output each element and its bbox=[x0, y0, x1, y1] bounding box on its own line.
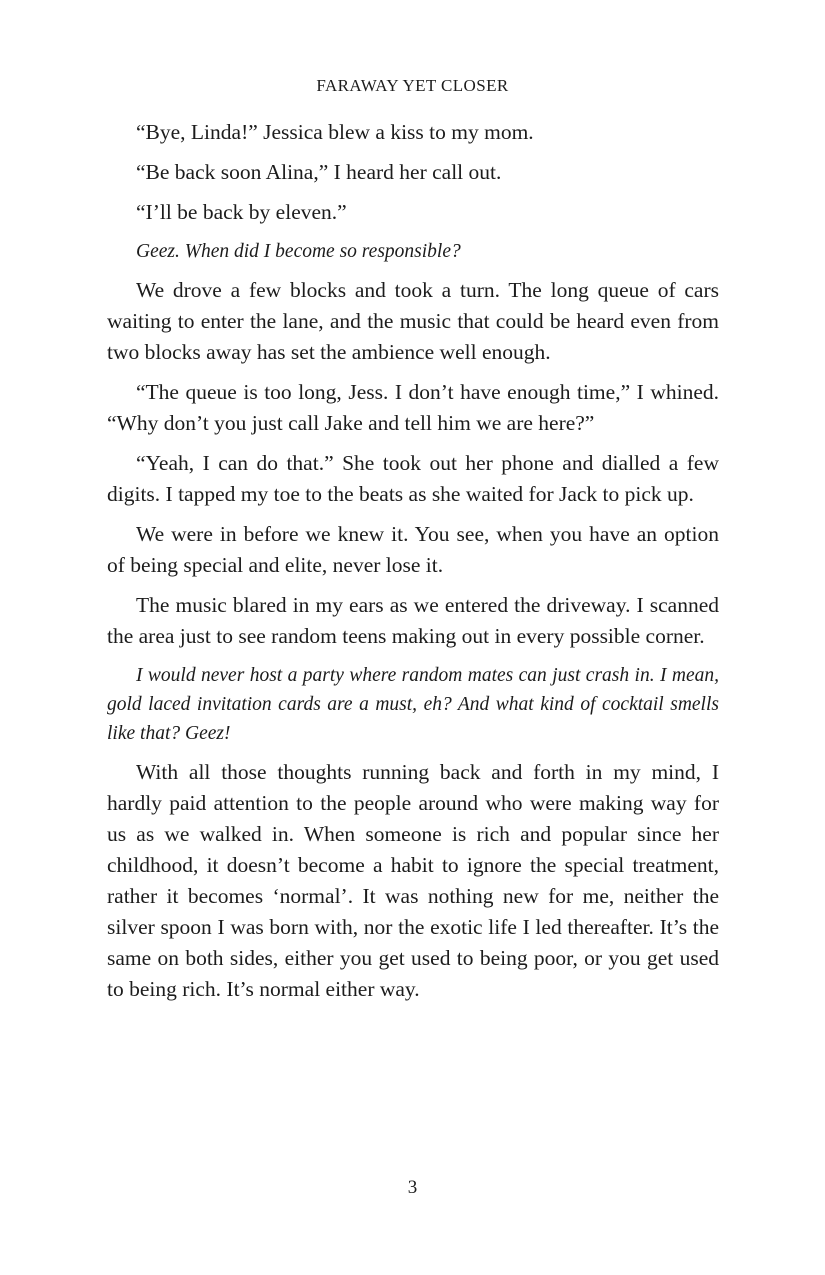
paragraph: “The queue is too long, Jess. I don’t have enough time,” I whined. “Why don’t you just call Jake and tell him we are here?” bbox=[107, 380, 719, 435]
body-text bbox=[107, 117, 719, 1014]
running-head: FARAWAY YET CLOSER bbox=[316, 76, 509, 95]
paragraph: “Bye, Linda!” Jessica blew a kiss to my mom. bbox=[136, 120, 534, 144]
paragraph: “I’ll be back by eleven.” bbox=[136, 200, 347, 224]
paragraph: We drove a few blocks and took a turn. The long queue of cars waiting to enter the lane, and the music that could be heard even from two blocks away has set the ambience well enough. bbox=[107, 278, 719, 364]
paragraph: The music blared in my ears as we entered the driveway. I scanned the area just to see random teens making out in every possible corner. bbox=[107, 593, 719, 648]
italic-thought: Geez. When did I become so responsible? bbox=[136, 241, 461, 262]
italic-thought: I would never host a party where random mates can just crash in. I mean, gold laced invitation cards are a must, eh? And what kind of cocktail smells like that? Geez! bbox=[107, 665, 719, 744]
paragraph: “Be back soon Alina,” I heard her call out. bbox=[136, 160, 502, 184]
paragraph: “Yeah, I can do that.” She took out her phone and dialled a few digits. I tapped my toe to the beats as she waited for Jack to pick up. bbox=[107, 451, 719, 506]
paragraph: With all those thoughts running back and forth in my mind, I hardly paid attention to the people around who were making way for us as we walked in. When someone is rich and popular since her childhood, it doesn’t become a habit to ignore the special treatment, rather it becomes ‘normal’. It was nothing new for me, neither the silver spoon I was born with, nor the exotic life I led thereafter. It’s the same on both sides, either you get used to being poor, or you get used to being rich. It’s normal either way. bbox=[107, 760, 719, 1001]
paragraph: We were in before we knew it. You see, when you have an option of being special and elite, never lose it. bbox=[107, 522, 719, 577]
page-number: 3 bbox=[407, 1177, 418, 1198]
